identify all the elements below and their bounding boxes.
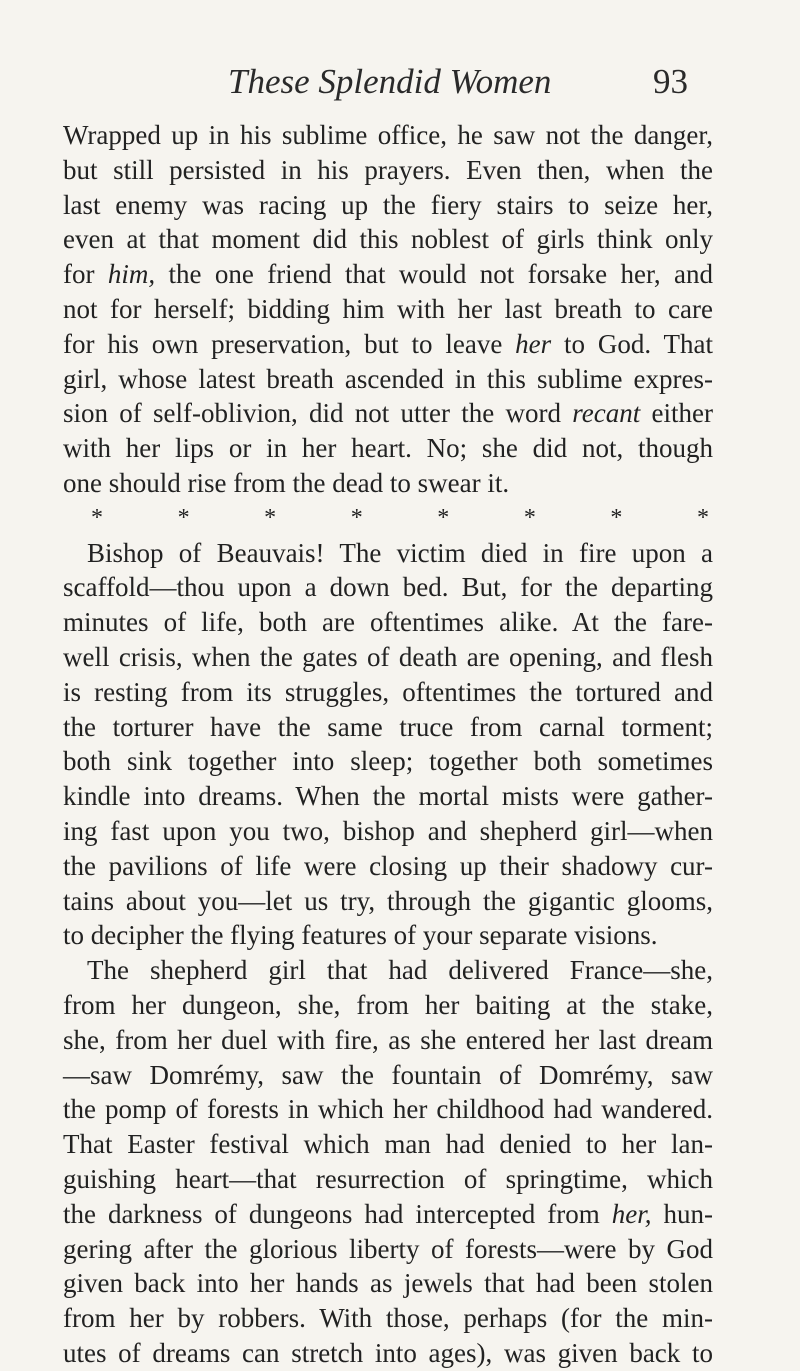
text-run: Bishop of Beauvais! The victim died in fire upon a [87,537,713,568]
text-line [63,536,713,571]
text-line [63,1127,713,1162]
text-run: to God. That [551,328,713,359]
page-header [0,62,800,112]
text-run: sion of self-oblivion, did not utter the word [63,398,573,429]
text-line [63,1092,713,1127]
text-line [63,744,713,779]
text-run: given back into her hands as jewels that had been stolen [63,1268,713,1299]
text-run: the torturer have the same truce from carnal torment; [63,711,713,742]
text-line [63,362,713,397]
text-run: scaffold—thou upon a down bed. But, for the departing [63,572,713,603]
text-run: guishing heart—that resurrection of springtime, which [63,1163,713,1194]
text-line [63,1232,713,1267]
text-run: the pavilions of life were closing up their shadowy cur- [63,850,713,881]
text-line [63,188,713,223]
text-line [63,1162,713,1197]
text-line [63,953,713,988]
text-run: from her dungeon, she, from her baiting at the stake, [63,989,713,1020]
text-line [63,1266,713,1301]
text-run: tains about you—let us try, through the gigantic glooms, [63,885,713,916]
section-separator [63,501,713,536]
italic-text: recant [572,398,641,429]
text-run: That Easter festival which man had denied to her lan- [63,1129,713,1160]
text-run: minutes of life, both are oftentimes alike. At the fare- [63,607,713,638]
text-line [63,396,713,431]
text-run: from her by robbers. With those, perhaps (for the min- [63,1303,713,1334]
text-line [63,1197,713,1232]
text-line [63,779,713,814]
separator-asterisk: * [610,504,623,531]
text-line [63,292,713,327]
text-line [63,466,713,501]
text-run: last enemy was racing up the fiery stairs to seize her, [63,189,713,220]
text-line [63,884,713,919]
text-line [63,988,713,1023]
text-run: Wrapped up in his sublime office, he saw not the danger, [63,120,713,150]
text-run: both sink together into sleep; together both sometimes [63,746,713,777]
body-text [63,118,713,1371]
text-run: for his own preservation, but to leave [63,328,516,359]
text-run: girl, whose latest breath ascended in this sublime expres- [63,363,713,394]
text-run: to decipher the flying features of your separate visions. [63,920,658,951]
text-run: hun- [651,1198,713,1229]
text-run: well crisis, when the gates of death are opening, and flesh [63,641,713,672]
separator-asterisk: * [437,504,450,531]
text-line [63,814,713,849]
text-line [63,257,713,292]
text-run: utes of dreams can stretch into ages), was given back to [63,1337,713,1368]
italic-text: her [515,328,552,359]
text-run: the pomp of forests in which her childhood had wandered. [63,1094,713,1125]
text-line [63,1023,713,1058]
text-line [63,640,713,675]
text-line [63,849,713,884]
text-run: ing fast upon you two, bishop and shepherd girl—when [63,815,713,846]
text-run: the one friend that would not forsake her, and [155,259,713,290]
running-title: These Splendid Women [228,62,552,101]
separator-asterisk: * [696,504,709,531]
text-line [63,1301,713,1336]
text-run: but still persisted in his prayers. Even then, when the [63,154,713,185]
italic-text: her, [611,1198,652,1229]
text-run: one should rise from the dead to swear it. [63,467,510,498]
text-run: gering after the glorious liberty of forests—were by God [63,1233,713,1264]
separator-asterisk: * [523,504,536,531]
text-line [63,327,713,362]
separator-asterisk: * [350,504,363,531]
text-line [63,431,713,466]
text-run: either [640,398,714,429]
italic-text: him, [107,259,156,290]
text-line [63,118,713,153]
page-number: 93 [653,62,688,101]
text-line [63,1058,713,1093]
separator-asterisk: * [177,504,190,531]
text-line [63,1336,713,1371]
text-line [63,710,713,745]
text-run: —saw Domrémy, saw the fountain of Domrémy, saw [63,1059,713,1090]
separator-asterisk: * [264,504,277,531]
text-line [63,153,713,188]
text-run: The shepherd girl that had delivered France—she, [87,955,713,986]
text-line [63,675,713,710]
text-run: for [63,259,108,290]
text-line [63,570,713,605]
text-run: is resting from its struggles, oftentimes the tortured and [63,676,713,707]
separator-asterisk: * [91,504,103,531]
text-run: not for herself; bidding him with her last breath to care [63,293,713,324]
text-line [63,605,713,640]
text-run: with her lips or in her heart. No; she did not, though [63,433,713,464]
text-run: kindle into dreams. When the mortal mists were gather- [63,781,713,812]
text-run: even at that moment did this noblest of girls think only [63,224,713,255]
text-line [63,918,713,953]
text-run: she, from her duel with fire, as she entered her last dream [63,1024,713,1055]
text-line [63,222,713,257]
text-run: the darkness of dungeons had intercepted from [63,1198,612,1229]
